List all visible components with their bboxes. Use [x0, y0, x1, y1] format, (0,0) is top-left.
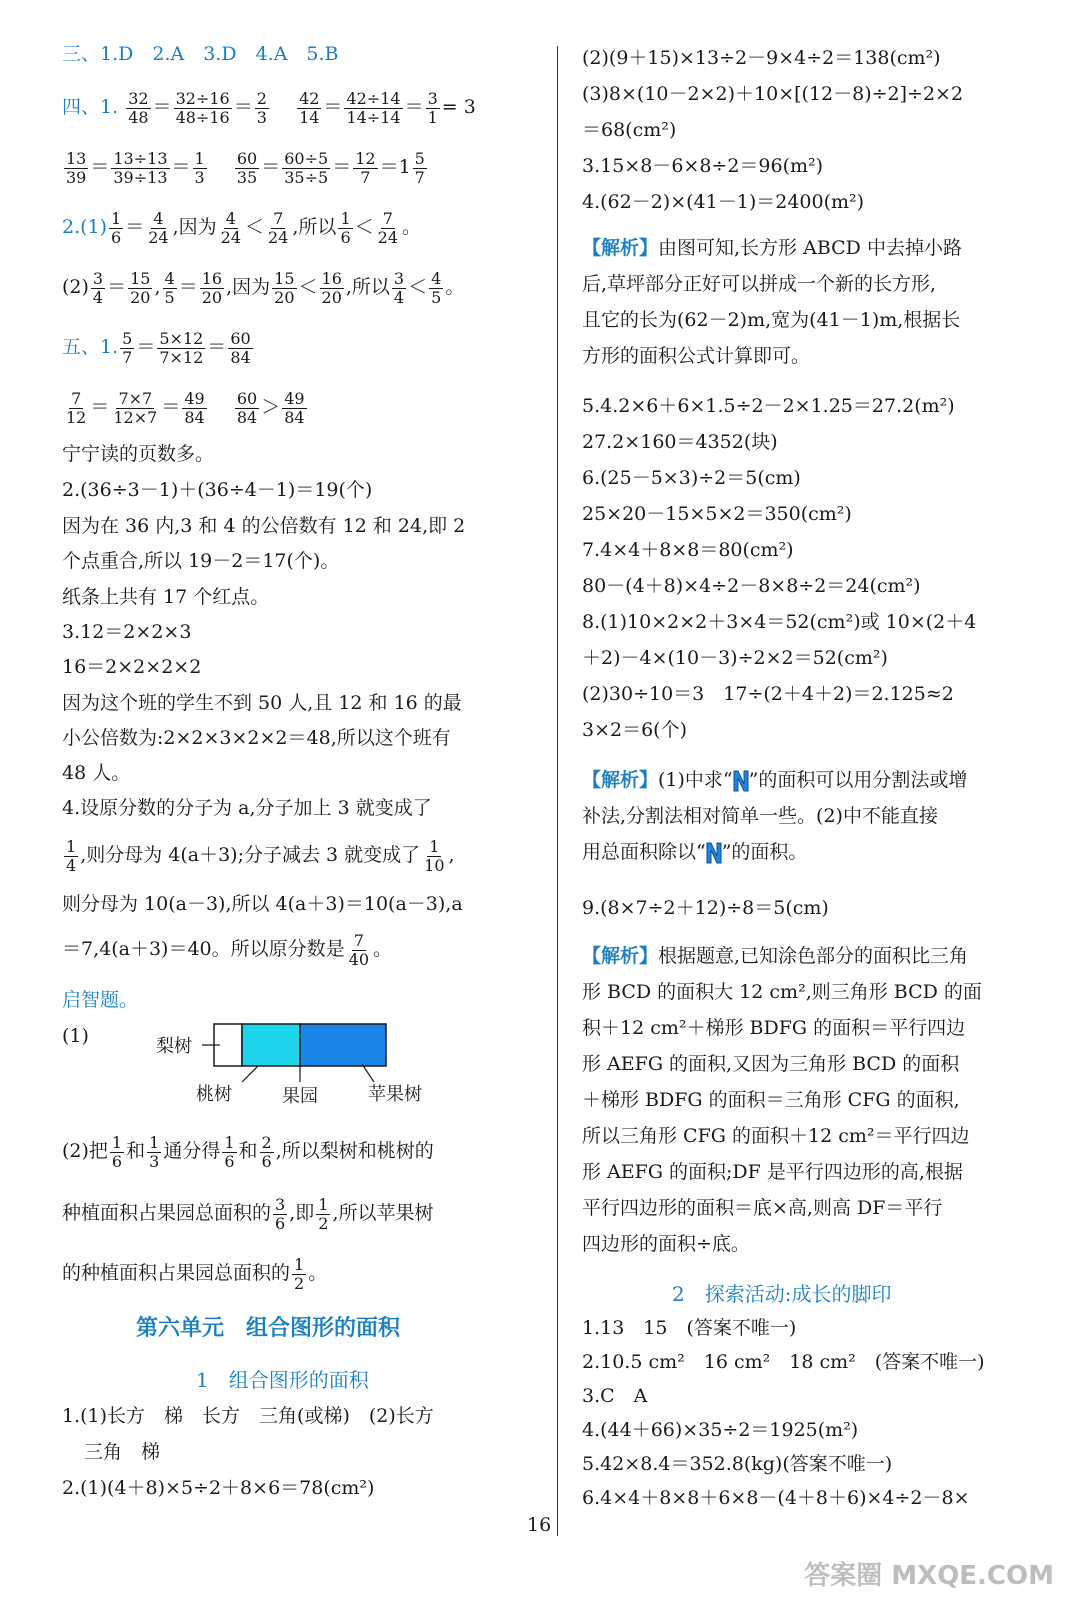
- answer-page: 三、1.D 2.A 3.D 4.A 5.B 四、1. $\frac{32}{48}$ ＝ $\frac{32\div 16}{48\div 16}$ ＝ $\frac{2}{3}$ $\frac{42}{14}$ ＝ $\frac{42\div 14}{14\div 14}$ ＝ $\frac{3}{1}$ = 3 $\frac{13}{39}$ ＝ $\frac{13\div 13}{39\div 13}$ ＝ $\frac{1}{3}$ $\frac{60}{35}$ ＝ $\frac{60\div 5}{35\div 5}$ ＝ $\frac{12}{7}$ ＝1 $\frac{5}{7}$ 2.(1) $\frac{1}{6}$ ＝ $\frac{4}{24}$ ,因为 $\frac{4}{24}$ ＜ $\frac{7}{24}$ ,所以 $\frac{1}{6}$ ＜ $\frac{7}{24}$ 。 (2) $\frac{3}{4}$ ＝ $\frac{15}{20}$ , $\frac{4}{5}$ ＝ $\frac{16}{20}$ ,因为 $\frac{15}{20}$ ＜ $\frac{16}{20}$ ,所以 $\frac{3}{4}$ ＜ $\frac{4}{5}$ 。 五、1. $\frac{5}{7}$ ＝ $\frac{5\times 12}{7\times 12}$ ＝ $\frac{60}{84}$ $\frac{7}{12}$ ＝ $\frac{7\times 7}{12\times 7}$ ＝ $\frac{49}{84}$ $\frac{60}{84}$ ＞ $\frac{49}{84}$ 宁宁读的页数多。 2.(36÷3－1)＋(36÷4－1)＝19(个) 因为在 36 内,3 和 4 的公倍数有 12 和 24,即 2 个点重合,所以 19－2＝17(个)。 纸条上共有 17 个红点。 3.12＝2×2×3 16＝2×2×2×2 因为这个班的学生不到 50 人,且 12 和 16 的最 小公倍数为:2×2×3×2×2＝48,所以这个班有 48 人。 4.设原分数的分子为 a,分子加上 3 就变成了 $\frac{1}{4}$ ,则分母为 4(a＋3);分子减去 3 就变成了 $\frac{1}{10}$ , 则分母为 10(a－3),所以 4(a＋3)＝10(a－3),a ＝7,4(a＋3)＝40。所以原分数是 $\frac{7}{40}$ 。 启智题。 (1) 梨树 桃树 果园 苹果树 (2)把 $\frac{1}{6}$ 和 $\frac{1}{3}$ 通分得 $\frac{1}{6}$ 和 $\frac{2}{6}$ ,所以梨树和桃树的 种植面积占果园总面积的 $\frac{3}{6}$ ,即 $\frac{1}{2}$ ,所以苹果树 的种植面积占果园总面积的 $\frac{1}{2}$ 。 第六单元 组合图形的面积 1 组合图形的面积 1.(1)长方 梯 长方 三角(或梯) (2)长方 三角 梯 2.(1)(4＋8)×5÷2＋8×6＝78(cm²) (2)(9＋15)×13÷2－9×4÷2＝138(cm²) (3)8×(10－2×2)＋10×[(12－8)÷2]÷2×2 ＝68(cm²) 3.15×8－6×8÷2＝96(m²) 4.(62－2)×(41－1)＝2400(m²) 【解析】由图可知,长方形 ABCD 中去掉小路 后,草坪部分正好可以拼成一个新的长方形, 且它的长为(62－2)m,宽为(41－1)m,根据长 方形的面积公式计算即可。 5.4.2×6＋6×1.5÷2－2×1.25＝27.2(m²) 27.2×160＝4352(块) 6.(25－5×3)÷2＝5(cm) 25×20－15×5×2＝350(cm²) 7.4×4＋8×8＝80(cm²) 80－(4＋8)×4÷2－8×8÷2＝24(cm²) 8.(1)10×2×2＋3×4＝52(cm²)或 10×(2＋4 ＋2)－4×(10－3)÷2×2＝52(cm²) (2)30÷10＝3 17÷(2＋4＋2)＝2.125≈2 3×2＝6(个) 【解析】(1)中求“ ”的面积可以用分割法或增 补法,分割法相对简单一些。(2)中不能直接 用总面积除以“ ”的面积。 9.(8×7÷2＋12)÷8＝5(cm) 【解析】根据题意,已知涂色部分的面积比三角 形 BCD 的面积大 12 cm²,则三角形 BCD 的面 积＋12 cm²＋梯形 BDFG 的面积＝平行四边 形 AEFG 的面积,又因为三角形 BCD 的面积 ＋梯形 BDFG 的面积＝三角形 CFG 的面积, 所以三角形 CFG 的面积＋12 cm²＝平行四边 形 AEFG 的面积;DF 是平行四边形的高,根据 平行四边形的面积＝底×高,则高 DF＝平行 四边形的面积÷底。 2 探索活动:成长的脚印 1.13 15 (答案不唯一) 2.10.5 cm² 16 cm² 18 cm² (答案不唯一) 3.C A 4.(44＋66)×35÷2＝1925(m²) 5.42×8.4＝352.8(kg)(答案不唯一) 6.4×4＋8×8＋6×8－(4＋8＋6)×4÷2－8× 16 答案圈 MXQE.COM: [0, 0, 1072, 1600]
- page-number: 16: [527, 1514, 552, 1536]
- answers-san: [62, 40, 339, 68]
- unit-title: 第六单元 组合图形的面积: [136, 1315, 401, 1341]
- wu-conclusion: 宁宁读的页数多。: [62, 443, 215, 465]
- label-apple: 苹果树: [368, 1084, 422, 1105]
- answers-si-2-2: (2) $\frac{3}{4}$ ＝ $\frac{15}{20}$ , $\frac{4}{5}$ ＝ $\frac{16}{20}$ ,因为 $\frac{15}{20}$ ＜ $\frac{16}{20}$ ,所以 $\frac{3}{4}$ ＜ $\frac{4}{5}$ 。: [62, 268, 465, 307]
- qz2-line1: (2)把 $\frac{1}{6}$ 和 $\frac{1}{3}$ 通分得 $\frac{1}{6}$ 和 $\frac{2}{6}$ ,所以梨树和桃树的: [62, 1132, 434, 1171]
- wu4-line2: $\frac{1}{4}$ ,则分母为 4(a＋3);分子减去 3 就变成了 $\frac{1}{10}$ ,: [66, 836, 455, 875]
- label-peach: 桃树: [196, 1084, 232, 1105]
- analysis-2-a: 【解析】(1)中求“ ”的面积可以用分割法或增: [582, 769, 968, 791]
- orchard-diagram: [62, 1016, 532, 1106]
- qz2-line2: 种植面积占果园总面积的 $\frac{3}{6}$ ,即 $\frac{1}{2}$ ,所以苹果树: [62, 1194, 434, 1233]
- san-line: 三、1.D 2.A 3.D 4.A 5.B: [62, 43, 339, 65]
- qizhi-heading: 启智题。: [62, 989, 139, 1011]
- peach-rect: [242, 1024, 300, 1066]
- answers-si-1b: $\frac{13}{39}$ ＝ $\frac{13\div 13}{39\div 13}$ ＝ $\frac{1}{3}$ $\frac{60}{35}$ ＝ $\frac{60\div 5}{35\div 5}$ ＝ $\frac{12}{7}$ ＝1 $\frac{5}{7}$: [66, 148, 425, 187]
- section-title-2: 2 探索活动:成长的脚印: [672, 1282, 892, 1306]
- section-title-1: 1 组合图形的面积: [196, 1368, 369, 1392]
- label-orchard: 果园: [282, 1086, 318, 1106]
- apple-rect: [300, 1024, 386, 1066]
- label-pear: 梨树: [156, 1036, 192, 1057]
- n-shape-icon: [706, 841, 722, 865]
- n-shape-icon: [733, 769, 749, 793]
- watermark: 答案圈 MXQE.COM: [804, 1561, 1054, 1591]
- answers-wu-1: 五、1. $\frac{5}{7}$ ＝ $\frac{5\times 12}{7\times 12}$ ＝ $\frac{60}{84}$: [62, 328, 251, 367]
- wu4-line4: ＝7,4(a＋3)＝40。所以原分数是 $\frac{7}{40}$ 。: [62, 930, 393, 969]
- qz2-line3: 的种植面积占果园总面积的 $\frac{1}{2}$ 。: [62, 1254, 328, 1293]
- analysis-1-a: 【解析】由图可知,长方形 ABCD 中去掉小路: [582, 237, 962, 259]
- analysis-2-c: 用总面积除以“ ”的面积。: [582, 841, 808, 863]
- answers-wu-1b: $\frac{7}{12}$ ＝ $\frac{7\times 7}{12\times 7}$ ＝ $\frac{49}{84}$ $\frac{60}{84}$ ＞ $\frac{49}{84}$: [66, 388, 305, 427]
- analysis-3-a: 【解析】根据题意,已知涂色部分的面积比三角: [582, 945, 969, 967]
- column-divider: [557, 46, 558, 1536]
- answers-si-1: 四、1. $\frac{32}{48}$ ＝ $\frac{32\div 16}{48\div 16}$ ＝ $\frac{2}{3}$ $\frac{42}{14}$ ＝ $\frac{42\div 14}{14\div 14}$ ＝ $\frac{3}{1}$ = 3: [62, 88, 476, 127]
- answers-si-2-1: 2.(1) $\frac{1}{6}$ ＝ $\frac{4}{24}$ ,因为 $\frac{4}{24}$ ＜ $\frac{7}{24}$ ,所以 $\frac{1}{6}$ ＜ $\frac{7}{24}$ 。: [62, 208, 422, 247]
- analysis-tag: 【解析】: [582, 237, 659, 259]
